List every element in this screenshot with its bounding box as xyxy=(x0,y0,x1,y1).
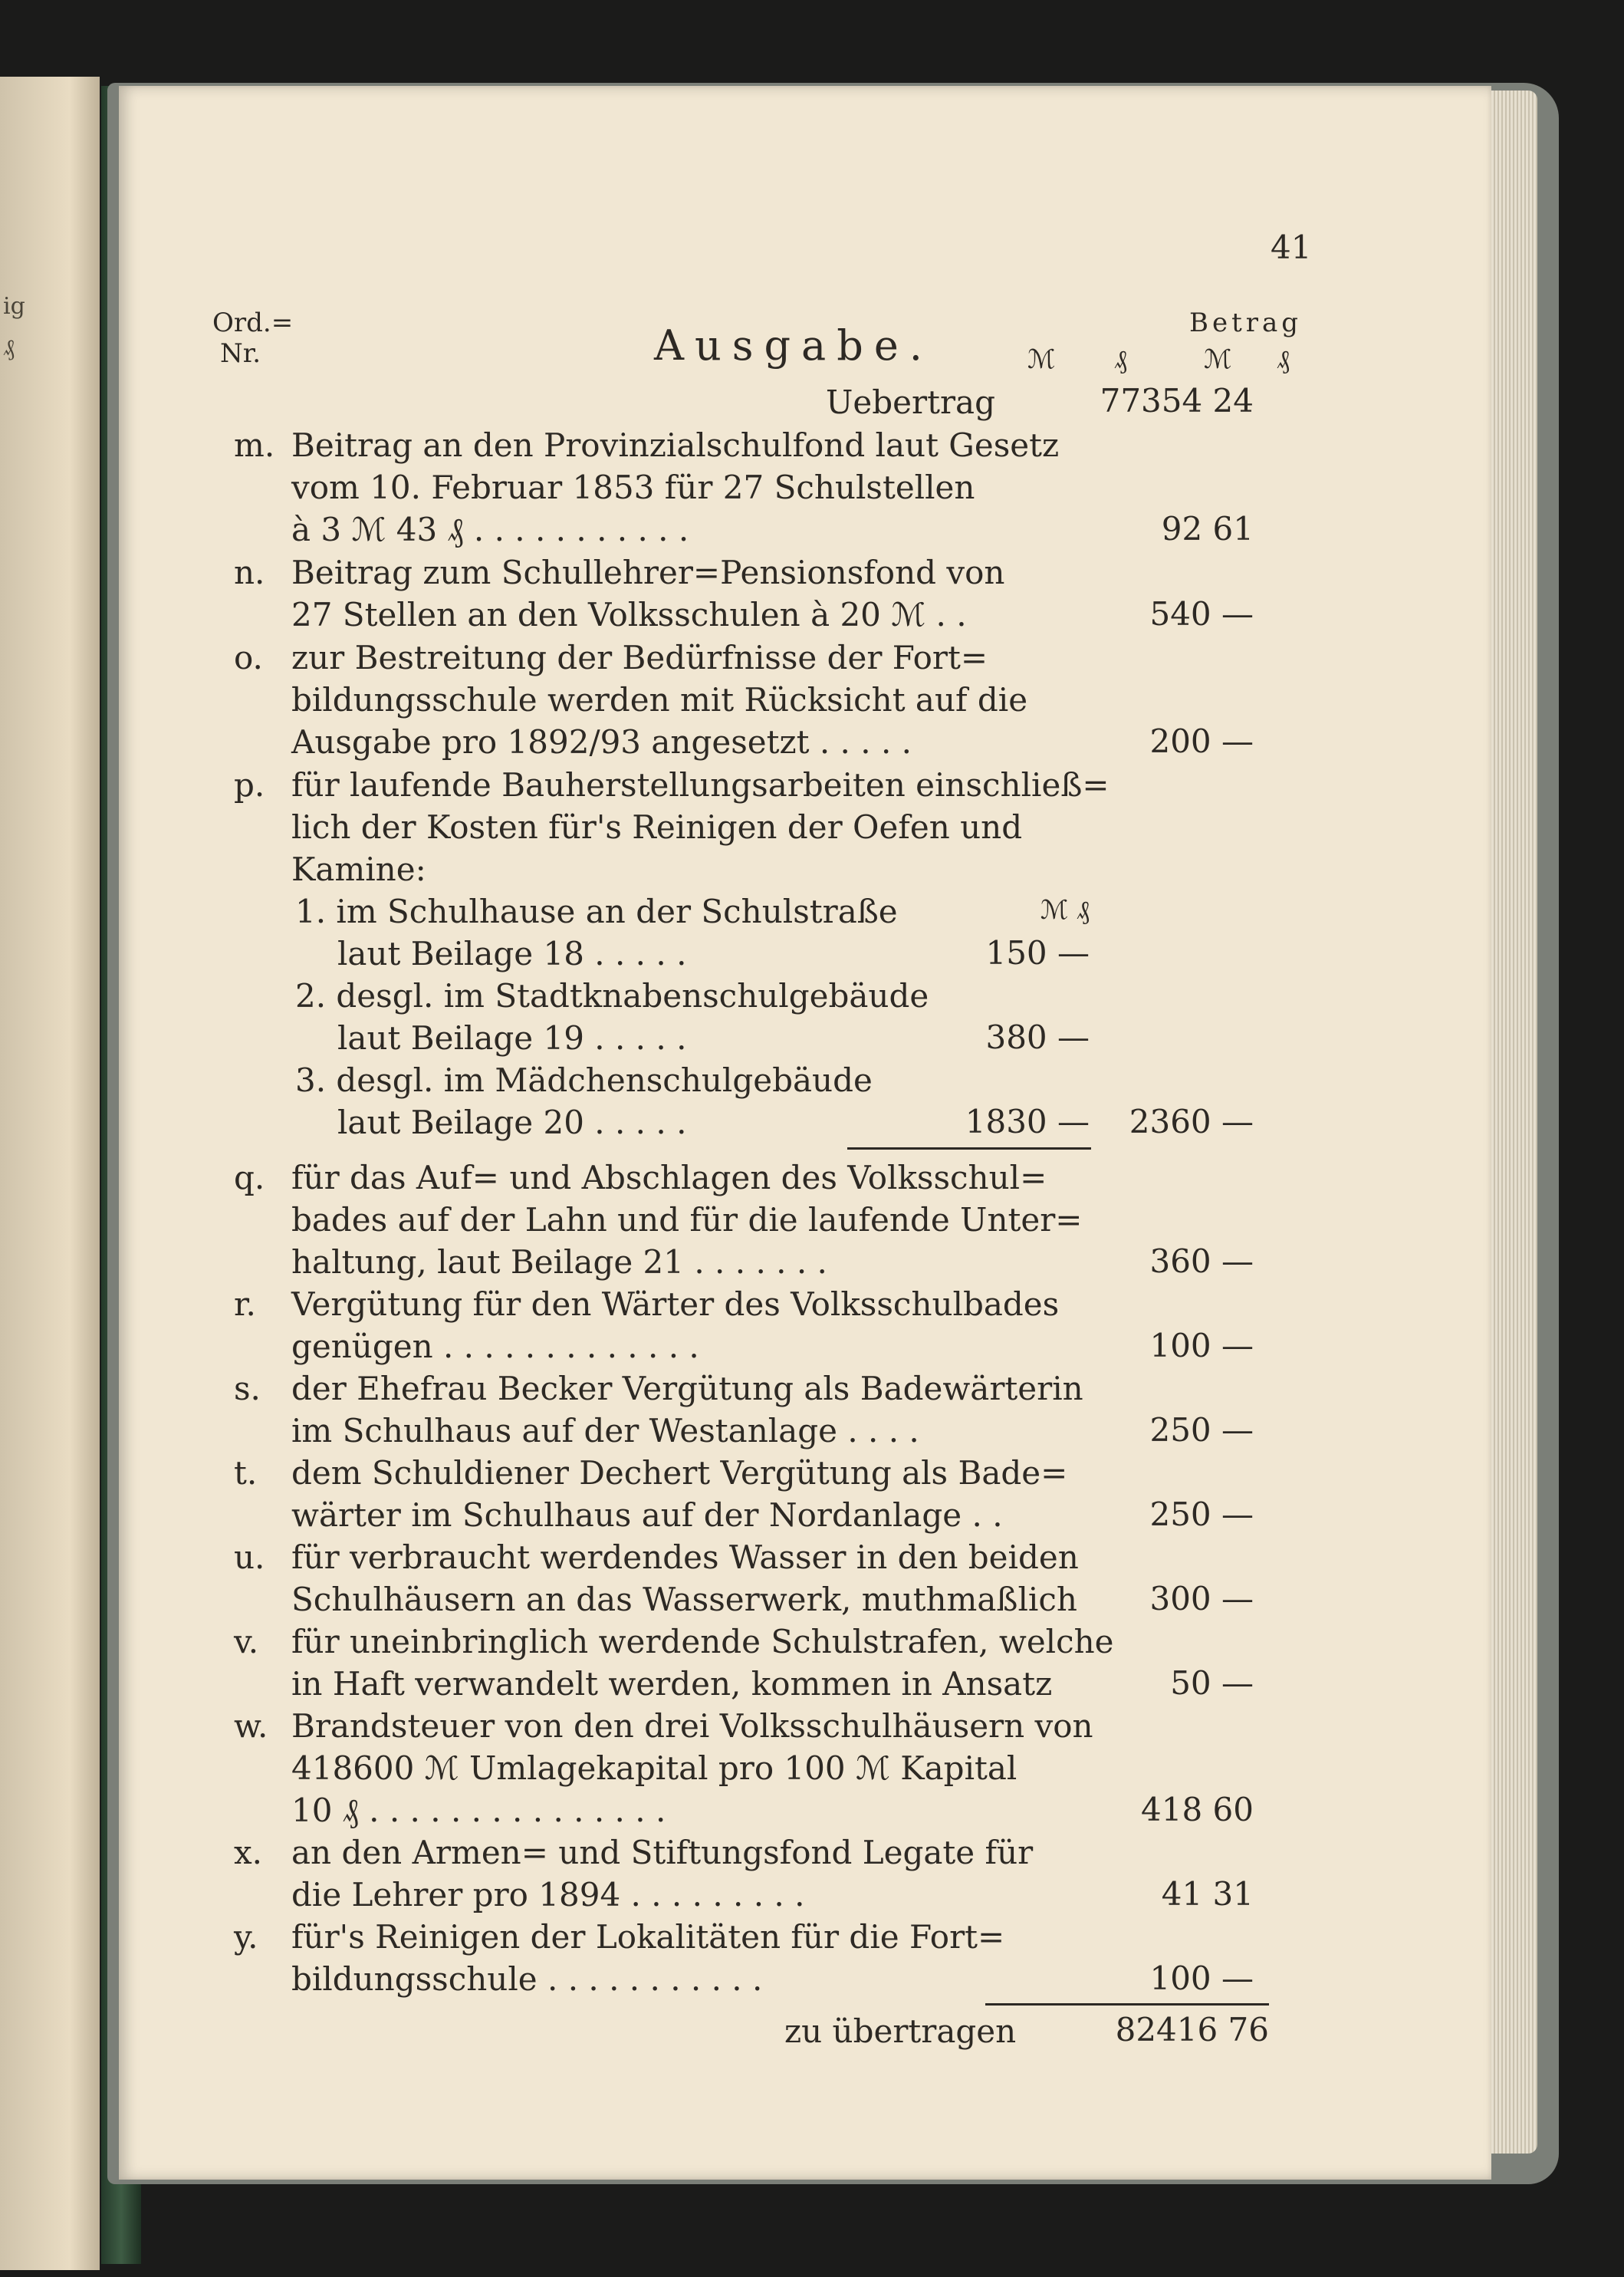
book-page xyxy=(119,86,1491,2180)
item-amount: 2360 — xyxy=(1129,1103,1254,1140)
item-text: im Schulhaus auf der Westanlage . . . . xyxy=(291,1412,919,1449)
item-amount: 200 — xyxy=(1149,722,1254,760)
pf-column-label: ₰ xyxy=(1114,344,1127,375)
item-letter: x. xyxy=(234,1834,263,1871)
item-text: für verbraucht werdendes Wasser in den beiden xyxy=(291,1538,1079,1576)
page-title: Ausgabe. xyxy=(654,321,933,370)
item-text: Brandsteuer von den drei Volksschulhäusern von xyxy=(291,1707,1093,1745)
nr-label: Nr. xyxy=(220,338,261,369)
sub-amount: 1830 — xyxy=(965,1103,1090,1140)
item-text: bildungsschule . . . . . . . . . . . xyxy=(291,1960,763,1998)
item-text: Ausgabe pro 1892/93 angesetzt . . . . . xyxy=(291,723,912,761)
item-text: für laufende Bauherstellungsarbeiten einschließ= xyxy=(291,766,1110,804)
item-text: Beitrag an den Provinzialschulfond laut Gesetz xyxy=(291,426,1060,464)
sub-item-text: 3. desgl. im Mädchenschulgebäude xyxy=(295,1061,873,1099)
betrag-mark-label: ℳ xyxy=(1204,344,1232,375)
item-letter: r. xyxy=(234,1285,256,1323)
item-amount: 100 — xyxy=(1149,1959,1254,1997)
item-amount: 540 — xyxy=(1149,595,1254,633)
item-text: für uneinbringlich werdende Schulstrafen, welche xyxy=(291,1623,1114,1660)
item-letter: o. xyxy=(234,639,263,676)
item-letter: t. xyxy=(234,1454,258,1492)
item-text: in Haft verwandelt werden, kommen in Ansatz xyxy=(291,1665,1053,1703)
sub-total-rule xyxy=(847,1147,1091,1150)
item-amount: 50 — xyxy=(1170,1664,1254,1702)
item-letter: y. xyxy=(234,1918,258,1956)
left-page-fragment: ig xyxy=(3,293,25,320)
item-text: à 3 ℳ 43 ₰ . . . . . . . . . . . xyxy=(291,511,689,548)
item-text: 418600 ℳ Umlagekapital pro 100 ℳ Kapital xyxy=(291,1749,1017,1787)
mark-column-label: ℳ xyxy=(1027,344,1056,375)
item-text: 27 Stellen an den Volksschulen à 20 ℳ . . xyxy=(291,596,967,633)
item-letter: p. xyxy=(234,766,265,804)
item-letter: q. xyxy=(234,1159,265,1196)
total-rule xyxy=(985,2003,1269,2006)
item-text: für's Reinigen der Lokalitäten für die Fort= xyxy=(291,1918,1005,1956)
item-text: Beitrag zum Schullehrer=Pensionsfond von xyxy=(291,554,1005,591)
item-amount: 92 61 xyxy=(1161,510,1254,548)
left-page-fragment: ₰ xyxy=(3,334,15,361)
item-letter: u. xyxy=(234,1538,265,1576)
item-letter: v. xyxy=(234,1623,259,1660)
sub-amount: 380 — xyxy=(985,1018,1090,1056)
item-letter: m. xyxy=(234,426,275,464)
item-text: Kamine: xyxy=(291,851,426,888)
item-text: zur Bestreitung der Bedürfnisse der Fort= xyxy=(291,639,988,676)
item-text: 10 ₰ . . . . . . . . . . . . . . . xyxy=(291,1792,666,1829)
item-text: haltung, laut Beilage 21 . . . . . . . xyxy=(291,1243,827,1281)
item-text: der Ehefrau Becker Vergütung als Badewärterin xyxy=(291,1370,1083,1407)
item-text: bildungsschule werden mit Rücksicht auf die xyxy=(291,681,1028,719)
item-amount: 300 — xyxy=(1149,1580,1254,1617)
carry-in-label: Uebertrag xyxy=(826,383,995,421)
carry-in-amount: 77354 24 xyxy=(1100,382,1254,420)
item-text: für das Auf= und Abschlagen des Volksschul= xyxy=(291,1159,1047,1196)
sub-item-text: laut Beilage 19 . . . . . xyxy=(337,1019,687,1057)
item-text: an den Armen= und Stiftungsfond Legate für xyxy=(291,1834,1034,1871)
item-text: Vergütung für den Wärter des Volksschulbades xyxy=(291,1285,1060,1323)
carry-out-label: zu übertragen xyxy=(784,2012,1017,2050)
item-text: wärter im Schulhaus auf der Nordanlage . . xyxy=(291,1496,1003,1534)
item-amount: 100 — xyxy=(1149,1327,1254,1364)
sub-item-text: 1. im Schulhause an der Schulstraße xyxy=(295,893,898,930)
item-text: die Lehrer pro 1894 . . . . . . . . . xyxy=(291,1876,805,1913)
sub-item-text: laut Beilage 18 . . . . . xyxy=(337,935,687,972)
sub-item-text: laut Beilage 20 . . . . . xyxy=(337,1104,687,1141)
page-number: 41 xyxy=(1271,229,1312,266)
sub-amount-header: ℳ ₰ xyxy=(1040,895,1090,926)
item-amount: 418 60 xyxy=(1141,1791,1254,1828)
ord-label: Ord.= xyxy=(212,308,294,338)
item-amount: 250 — xyxy=(1149,1411,1254,1449)
item-amount: 250 — xyxy=(1149,1496,1254,1533)
item-amount: 41 31 xyxy=(1161,1875,1254,1913)
item-text: bades auf der Lahn und für die laufende Unter= xyxy=(291,1201,1083,1239)
item-letter: n. xyxy=(234,554,265,591)
left-page-edge xyxy=(0,77,100,2270)
betrag-pf-label: ₰ xyxy=(1277,344,1290,375)
item-text: vom 10. Februar 1853 für 27 Schulstellen xyxy=(291,469,975,506)
item-letter: s. xyxy=(234,1370,261,1407)
betrag-label: Betrag xyxy=(1189,308,1303,338)
item-letter: w. xyxy=(234,1707,268,1745)
sub-amount: 150 — xyxy=(985,934,1090,972)
sub-item-text: 2. desgl. im Stadtknabenschulgebäude xyxy=(295,977,929,1015)
item-amount: 360 — xyxy=(1149,1242,1254,1280)
item-text: genügen . . . . . . . . . . . . . xyxy=(291,1328,699,1365)
carry-out-amount: 82416 76 xyxy=(1115,2011,1269,2048)
item-text: Schulhäusern an das Wasserwerk, muthmaßlich xyxy=(291,1581,1077,1618)
item-text: lich der Kosten für's Reinigen der Oefen und xyxy=(291,808,1023,846)
item-text: dem Schuldiener Dechert Vergütung als Bade= xyxy=(291,1454,1068,1492)
